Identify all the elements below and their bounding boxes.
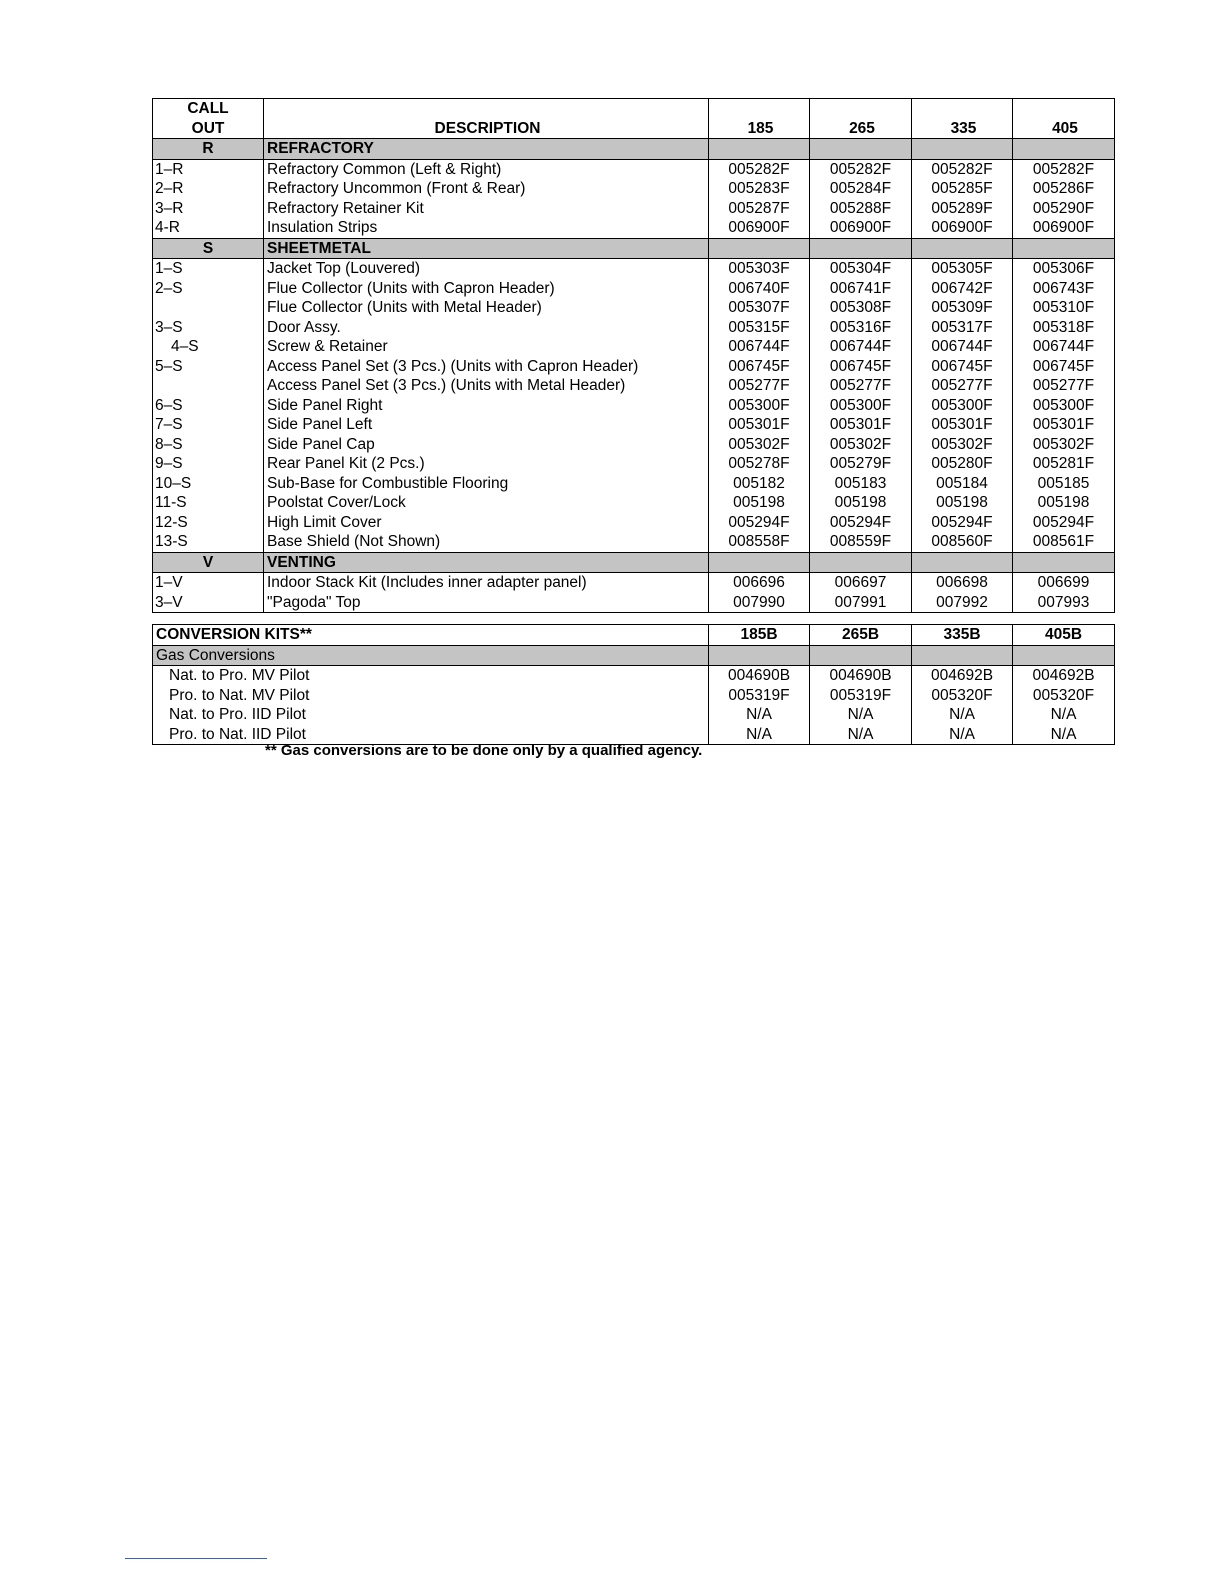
part-number-cell: 008561F: [1013, 532, 1115, 552]
description-cell: Refractory Retainer Kit: [264, 199, 709, 219]
callout-cell: 8–S: [153, 435, 264, 455]
part-number-cell: 005307F: [709, 298, 810, 318]
callout-cell: 13-S: [153, 532, 264, 552]
description-cell: Refractory Common (Left & Right): [264, 159, 709, 179]
part-number-cell: 006745F: [709, 357, 810, 377]
part-number-cell: 006744F: [1013, 337, 1115, 357]
callout-cell: 3–R: [153, 199, 264, 219]
section-title: REFRACTORY: [264, 139, 709, 160]
parts-table: [152, 98, 1115, 613]
part-number-cell: 005282F: [1013, 159, 1115, 179]
part-row: [153, 179, 1115, 199]
kit-model-header: 335B: [912, 625, 1013, 646]
part-number-cell: 006745F: [1013, 357, 1115, 377]
kit-model-header: 265B: [810, 625, 912, 646]
callout-cell: 6–S: [153, 396, 264, 416]
section-empty-cell: [810, 552, 912, 573]
part-number-cell: 006745F: [912, 357, 1013, 377]
conversion-kits-body: [153, 625, 1115, 745]
part-number-cell: 005302F: [709, 435, 810, 455]
conversion-kits-table: [152, 624, 1115, 745]
part-number-cell: 005184: [912, 474, 1013, 494]
part-number-cell: 005294F: [709, 513, 810, 533]
subheading-empty-cell: [709, 645, 810, 666]
description-cell: Door Assy.: [264, 318, 709, 338]
section-row: [153, 139, 1115, 160]
description-cell: Flue Collector (Units with Metal Header): [264, 298, 709, 318]
part-number-cell: 006745F: [810, 357, 912, 377]
description-header: DESCRIPTION: [264, 99, 709, 139]
section-letter: V: [153, 552, 264, 573]
part-number-cell: 005198: [1013, 493, 1115, 513]
part-number-cell: 005277F: [709, 376, 810, 396]
section-empty-cell: [912, 552, 1013, 573]
section-empty-cell: [912, 238, 1013, 259]
part-row: [153, 199, 1115, 219]
part-row: [153, 159, 1115, 179]
conversion-part-cell: 005320F: [912, 686, 1013, 706]
part-number-cell: 005289F: [912, 199, 1013, 219]
part-number-cell: 005290F: [1013, 199, 1115, 219]
part-number-cell: 006744F: [709, 337, 810, 357]
callout-cell: 9–S: [153, 454, 264, 474]
part-number-cell: 005182: [709, 474, 810, 494]
conversion-part-cell: 005319F: [810, 686, 912, 706]
part-number-cell: 007991: [810, 593, 912, 613]
callout-header: [153, 99, 264, 139]
part-row: [153, 376, 1115, 396]
conversion-part-cell: 004690B: [810, 666, 912, 686]
parts-table-header: [153, 99, 1115, 139]
callout-cell: 1–S: [153, 259, 264, 279]
description-cell: Sub-Base for Combustible Flooring: [264, 474, 709, 494]
part-number-cell: 005316F: [810, 318, 912, 338]
callout-cell: 4-R: [153, 218, 264, 238]
description-cell: Rear Panel Kit (2 Pcs.): [264, 454, 709, 474]
part-row: [153, 218, 1115, 238]
callout-cell: [153, 376, 264, 396]
part-number-cell: 005309F: [912, 298, 1013, 318]
part-number-cell: 005183: [810, 474, 912, 494]
part-number-cell: 005308F: [810, 298, 912, 318]
part-number-cell: 005302F: [810, 435, 912, 455]
part-row: [153, 474, 1115, 494]
conversion-part-cell: 004690B: [709, 666, 810, 686]
part-number-cell: 006744F: [810, 337, 912, 357]
callout-cell: 3–S: [153, 318, 264, 338]
conversion-part-cell: N/A: [709, 705, 810, 725]
description-cell: Access Panel Set (3 Pcs.) (Units with Capron Header): [264, 357, 709, 377]
part-number-cell: 005294F: [1013, 513, 1115, 533]
part-number-cell: 005277F: [810, 376, 912, 396]
conversion-part-cell: N/A: [1013, 705, 1115, 725]
part-number-cell: 005278F: [709, 454, 810, 474]
part-number-cell: 006697: [810, 573, 912, 593]
part-number-cell: 005301F: [1013, 415, 1115, 435]
part-row: [153, 259, 1115, 279]
description-cell: Jacket Top (Louvered): [264, 259, 709, 279]
part-number-cell: 007993: [1013, 593, 1115, 613]
part-row: [153, 532, 1115, 552]
footnote-rule: [125, 1558, 267, 1559]
part-number-cell: 005318F: [1013, 318, 1115, 338]
subheading-empty-cell: [810, 645, 912, 666]
part-number-cell: 007992: [912, 593, 1013, 613]
part-number-cell: 005286F: [1013, 179, 1115, 199]
part-number-cell: 005198: [912, 493, 1013, 513]
callout-cell: [153, 298, 264, 318]
callout-cell: 1–V: [153, 573, 264, 593]
conversion-row: [153, 686, 1115, 706]
part-number-cell: 005303F: [709, 259, 810, 279]
callout-cell: 4–S: [153, 337, 264, 357]
callout-cell: 2–R: [153, 179, 264, 199]
section-title: SHEETMETAL: [264, 238, 709, 259]
section-letter: R: [153, 139, 264, 160]
part-number-cell: 006743F: [1013, 279, 1115, 299]
part-number-cell: 008560F: [912, 532, 1013, 552]
section-empty-cell: [709, 552, 810, 573]
part-number-cell: 005277F: [912, 376, 1013, 396]
part-number-cell: 005288F: [810, 199, 912, 219]
part-number-cell: 005285F: [912, 179, 1013, 199]
part-row: [153, 435, 1115, 455]
callout-cell: 5–S: [153, 357, 264, 377]
part-number-cell: 005287F: [709, 199, 810, 219]
callout-cell: 1–R: [153, 159, 264, 179]
section-row: [153, 238, 1115, 259]
description-cell: Flue Collector (Units with Capron Header): [264, 279, 709, 299]
part-number-cell: 005284F: [810, 179, 912, 199]
part-number-cell: 005301F: [709, 415, 810, 435]
part-number-cell: 006900F: [810, 218, 912, 238]
description-cell: Side Panel Right: [264, 396, 709, 416]
part-row: [153, 454, 1115, 474]
part-number-cell: 005300F: [810, 396, 912, 416]
parts-table-body: [153, 99, 1115, 613]
part-number-cell: 005300F: [912, 396, 1013, 416]
part-row: [153, 279, 1115, 299]
conversion-kits-title: CONVERSION KITS**: [153, 625, 709, 646]
part-number-cell: 005302F: [912, 435, 1013, 455]
part-number-cell: 005279F: [810, 454, 912, 474]
conversion-row: [153, 705, 1115, 725]
kit-model-header: 405B: [1013, 625, 1115, 646]
conversion-row: [153, 666, 1115, 686]
part-number-cell: 005301F: [810, 415, 912, 435]
part-number-cell: 005294F: [912, 513, 1013, 533]
kit-model-header: 185B: [709, 625, 810, 646]
part-number-cell: 006900F: [709, 218, 810, 238]
part-number-cell: 006740F: [709, 279, 810, 299]
conversion-part-cell: N/A: [810, 705, 912, 725]
conversion-description: Pro. to Nat. IID Pilot: [153, 725, 709, 745]
conversion-part-cell: N/A: [709, 725, 810, 745]
description-cell: Base Shield (Not Shown): [264, 532, 709, 552]
callout-header-line2: OUT: [191, 119, 225, 137]
part-number-cell: 005306F: [1013, 259, 1115, 279]
section-empty-cell: [1013, 552, 1115, 573]
part-row: [153, 493, 1115, 513]
part-number-cell: 005304F: [810, 259, 912, 279]
subheading-empty-cell: [912, 645, 1013, 666]
section-letter: S: [153, 238, 264, 259]
conversion-kits-header: [153, 625, 1115, 646]
part-row: [153, 513, 1115, 533]
part-row: [153, 415, 1115, 435]
callout-cell: 12-S: [153, 513, 264, 533]
part-number-cell: 007990: [709, 593, 810, 613]
model-header: 405: [1013, 99, 1115, 139]
conversion-description: Nat. to Pro. MV Pilot: [153, 666, 709, 686]
part-number-cell: 006744F: [912, 337, 1013, 357]
description-cell: Refractory Uncommon (Front & Rear): [264, 179, 709, 199]
part-number-cell: 005280F: [912, 454, 1013, 474]
part-number-cell: 005310F: [1013, 298, 1115, 318]
description-cell: Insulation Strips: [264, 218, 709, 238]
callout-cell: 3–V: [153, 593, 264, 613]
part-number-cell: 005315F: [709, 318, 810, 338]
section-empty-cell: [709, 238, 810, 259]
part-number-cell: 006696: [709, 573, 810, 593]
conversion-part-cell: 005319F: [709, 686, 810, 706]
part-number-cell: 005282F: [709, 159, 810, 179]
section-empty-cell: [1013, 139, 1115, 160]
section-empty-cell: [810, 139, 912, 160]
callout-cell: 2–S: [153, 279, 264, 299]
part-number-cell: 005302F: [1013, 435, 1115, 455]
description-cell: Side Panel Left: [264, 415, 709, 435]
description-cell: Poolstat Cover/Lock: [264, 493, 709, 513]
part-number-cell: 005198: [810, 493, 912, 513]
model-header: 185: [709, 99, 810, 139]
part-number-cell: 006699: [1013, 573, 1115, 593]
conversion-part-cell: 004692B: [912, 666, 1013, 686]
part-number-cell: 006900F: [912, 218, 1013, 238]
description-cell: "Pagoda" Top: [264, 593, 709, 613]
part-number-cell: 006742F: [912, 279, 1013, 299]
part-number-cell: 006698: [912, 573, 1013, 593]
callout-header-line1: CALL: [187, 100, 229, 117]
section-empty-cell: [912, 139, 1013, 160]
model-header: 265: [810, 99, 912, 139]
part-number-cell: 008559F: [810, 532, 912, 552]
gas-conversions-subheading-row: [153, 645, 1115, 666]
part-number-cell: 005277F: [1013, 376, 1115, 396]
part-row: [153, 573, 1115, 593]
part-number-cell: 005305F: [912, 259, 1013, 279]
description-cell: Indoor Stack Kit (Includes inner adapter panel): [264, 573, 709, 593]
part-row: [153, 298, 1115, 318]
part-number-cell: 005300F: [1013, 396, 1115, 416]
part-row: [153, 337, 1115, 357]
part-number-cell: 005317F: [912, 318, 1013, 338]
part-number-cell: 005282F: [912, 159, 1013, 179]
conversion-description: Nat. to Pro. IID Pilot: [153, 705, 709, 725]
part-row: [153, 357, 1115, 377]
callout-cell: 10–S: [153, 474, 264, 494]
gas-conversion-note: ** Gas conversions are to be done only by a qualified agency.: [265, 742, 703, 759]
part-number-cell: 006741F: [810, 279, 912, 299]
part-row: [153, 593, 1115, 613]
part-number-cell: 005185: [1013, 474, 1115, 494]
section-empty-cell: [810, 238, 912, 259]
description-cell: Screw & Retainer: [264, 337, 709, 357]
part-number-cell: 005294F: [810, 513, 912, 533]
subheading-empty-cell: [1013, 645, 1115, 666]
section-empty-cell: [1013, 238, 1115, 259]
part-number-cell: 006900F: [1013, 218, 1115, 238]
part-number-cell: 008558F: [709, 532, 810, 552]
description-cell: Access Panel Set (3 Pcs.) (Units with Metal Header): [264, 376, 709, 396]
section-empty-cell: [709, 139, 810, 160]
part-number-cell: 005282F: [810, 159, 912, 179]
part-number-cell: 005281F: [1013, 454, 1115, 474]
conversion-part-cell: N/A: [912, 705, 1013, 725]
part-number-cell: 005301F: [912, 415, 1013, 435]
model-header: 335: [912, 99, 1013, 139]
gas-conversions-subheading: Gas Conversions: [153, 645, 709, 666]
description-cell: High Limit Cover: [264, 513, 709, 533]
part-number-cell: 005300F: [709, 396, 810, 416]
part-row: [153, 318, 1115, 338]
callout-cell: 7–S: [153, 415, 264, 435]
conversion-part-cell: 004692B: [1013, 666, 1115, 686]
conversion-description: Pro. to Nat. MV Pilot: [153, 686, 709, 706]
section-title: VENTING: [264, 552, 709, 573]
part-row: [153, 396, 1115, 416]
part-number-cell: 005198: [709, 493, 810, 513]
conversion-part-cell: N/A: [912, 725, 1013, 745]
conversion-part-cell: 005320F: [1013, 686, 1115, 706]
conversion-part-cell: N/A: [1013, 725, 1115, 745]
description-cell: Side Panel Cap: [264, 435, 709, 455]
conversion-part-cell: N/A: [810, 725, 912, 745]
section-row: [153, 552, 1115, 573]
callout-cell: 11-S: [153, 493, 264, 513]
part-number-cell: 005283F: [709, 179, 810, 199]
